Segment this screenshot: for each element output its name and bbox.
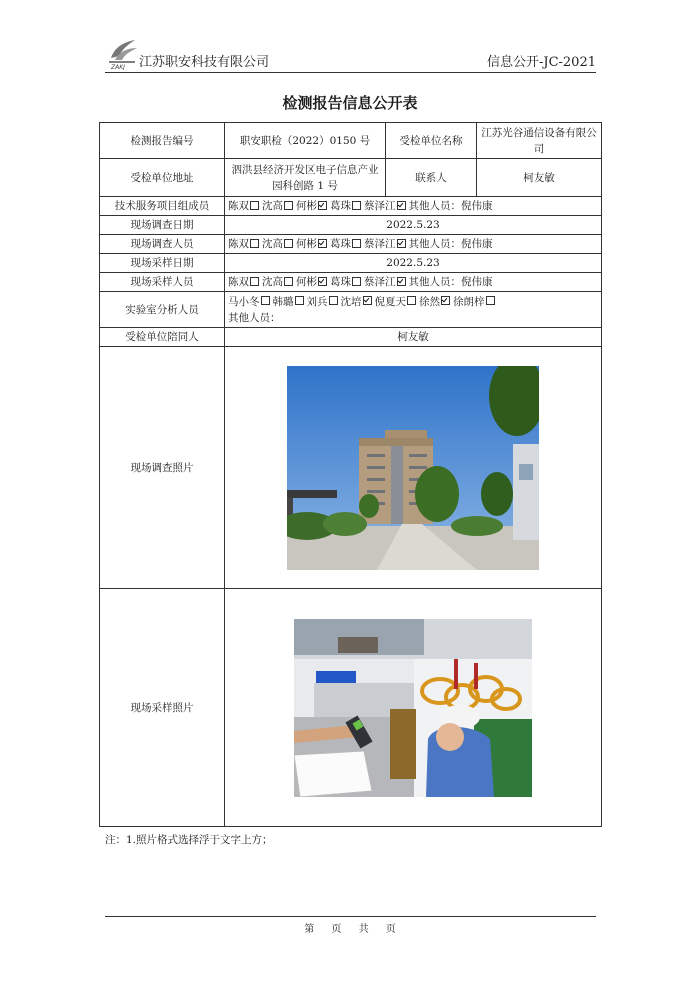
person-name: 徐朗梓: [453, 295, 485, 308]
table-row: [100, 328, 602, 347]
other-personnel-name: 倪伟康: [461, 238, 493, 250]
tech-team-label: 技术服务项目组成员: [100, 197, 225, 216]
escort-value: 柯友敏: [225, 328, 602, 347]
person-name: 葛珠: [330, 238, 351, 250]
unchecked-box-icon[interactable]: [352, 239, 361, 248]
company-logo-icon: [105, 36, 141, 70]
other-personnel-label: 其他人员：: [408, 238, 461, 250]
report-info-table: [99, 122, 602, 827]
report-no-value: 职安职检（2022）0150 号: [225, 123, 386, 159]
contact-label: 联系人: [386, 159, 477, 197]
table-row: [100, 292, 602, 328]
checked-box-icon[interactable]: [318, 239, 327, 248]
person-name: 陈双: [228, 276, 249, 288]
checked-box-icon[interactable]: [318, 201, 327, 210]
footer-page-unit: 页: [331, 924, 342, 935]
sampling-date-label: 现场采样日期: [100, 254, 225, 273]
logo-text: ZAKJ: [111, 64, 125, 70]
survey-date-label: 现场调查日期: [100, 216, 225, 235]
document-code: 信息公开-JC-2021: [486, 55, 596, 70]
person-name: 刘兵: [306, 295, 328, 308]
table-row: [100, 216, 602, 235]
site-survey-photo: [287, 366, 539, 570]
unchecked-box-icon[interactable]: [261, 296, 270, 305]
table-note: 注：1.照片格式选择浮于文字上方；: [105, 834, 273, 846]
report-no-label: 检测报告编号: [100, 123, 225, 159]
checked-box-icon[interactable]: [363, 296, 372, 305]
survey-date-value: 2022.5.23: [225, 216, 602, 235]
sampling-photo-label: 现场采样照片: [100, 589, 225, 827]
unchecked-box-icon[interactable]: [284, 201, 293, 210]
footer-page: 第: [304, 924, 315, 935]
escort-label: 受检单位陪同人: [100, 328, 225, 347]
client-label: 受检单位名称: [386, 123, 477, 159]
person-name: 徐然: [419, 295, 440, 308]
other-personnel-name: 倪伟康: [461, 276, 493, 288]
other-personnel-name: 倪伟康: [461, 200, 493, 212]
person-name: 沈高: [262, 276, 283, 288]
survey-photo-label: 现场调查照片: [100, 347, 225, 589]
footer-total-unit: 页: [385, 924, 396, 935]
person-name: 马小冬: [228, 295, 260, 308]
unchecked-box-icon[interactable]: [352, 277, 361, 286]
person-name: 葛珠: [330, 276, 351, 288]
checked-box-icon[interactable]: [318, 277, 327, 286]
unchecked-box-icon[interactable]: [250, 201, 259, 210]
person-name: 何彬: [296, 200, 317, 212]
unchecked-box-icon[interactable]: [295, 296, 304, 305]
unchecked-box-icon[interactable]: [352, 201, 361, 210]
sampling-photo-cell: [225, 589, 602, 827]
survey-photo-cell: [225, 347, 602, 589]
checked-box-icon[interactable]: [441, 296, 450, 305]
person-name: 何彬: [296, 238, 317, 250]
table-row: [100, 254, 602, 273]
person-name: 倪夏天: [374, 295, 406, 308]
person-name: 沈培: [340, 295, 362, 308]
unchecked-box-icon[interactable]: [284, 277, 293, 286]
person-name: 沈高: [262, 200, 283, 212]
table-row: [100, 197, 602, 216]
sampling-staff-label: 现场采样人员: [100, 273, 225, 292]
table-row: [100, 123, 602, 159]
table-row: [100, 235, 602, 254]
contact-value: 柯友敏: [477, 159, 602, 197]
lab-staff-members: [225, 292, 602, 328]
person-name: 沈高: [262, 238, 283, 250]
other-personnel-label: 其他人员：: [408, 200, 461, 212]
sampling-date-value: 2022.5.23: [225, 254, 602, 273]
page-footer: [0, 920, 700, 935]
unchecked-box-icon[interactable]: [329, 296, 338, 305]
table-row: [100, 273, 602, 292]
checked-box-icon[interactable]: [397, 277, 406, 286]
person-name: 韩璐: [272, 295, 294, 308]
person-name: 何彬: [296, 276, 317, 288]
checked-box-icon[interactable]: [397, 201, 406, 210]
unchecked-box-icon[interactable]: [407, 296, 416, 305]
other-personnel-label: 其他人员：: [408, 276, 461, 288]
footer-total: 共: [358, 924, 369, 935]
address-value: 泗洪县经济开发区电子信息产业园科创路 1 号: [225, 159, 386, 197]
survey-staff-label: 现场调查人员: [100, 235, 225, 254]
unchecked-box-icon[interactable]: [250, 277, 259, 286]
site-sampling-photo: [294, 619, 532, 797]
unchecked-box-icon[interactable]: [250, 239, 259, 248]
person-name: 蔡泽江: [364, 276, 396, 288]
table-row: [100, 159, 602, 197]
other-personnel-label: 其他人员：: [228, 311, 281, 324]
page-title: 检测报告信息公开表: [282, 94, 418, 112]
company-name: 江苏职安科技有限公司: [139, 55, 270, 70]
checked-box-icon[interactable]: [397, 239, 406, 248]
client-value: 江苏光谷通信设备有限公司: [477, 123, 602, 159]
address-label: 受检单位地址: [100, 159, 225, 197]
person-name: 陈双: [228, 238, 249, 250]
page-header: [105, 36, 596, 73]
tech-team-members: [225, 197, 602, 216]
table-row: [100, 589, 602, 827]
footer-divider: [105, 916, 596, 917]
sampling-staff-members: [225, 273, 602, 292]
person-name: 葛珠: [330, 200, 351, 212]
person-name: 蔡泽江: [364, 200, 396, 212]
lab-staff-label: 实验室分析人员: [100, 292, 225, 328]
survey-staff-members: [225, 235, 602, 254]
unchecked-box-icon[interactable]: [284, 239, 293, 248]
unchecked-box-icon[interactable]: [486, 296, 495, 305]
person-name: 蔡泽江: [364, 238, 396, 250]
table-row: [100, 347, 602, 589]
person-name: 陈双: [228, 200, 249, 212]
